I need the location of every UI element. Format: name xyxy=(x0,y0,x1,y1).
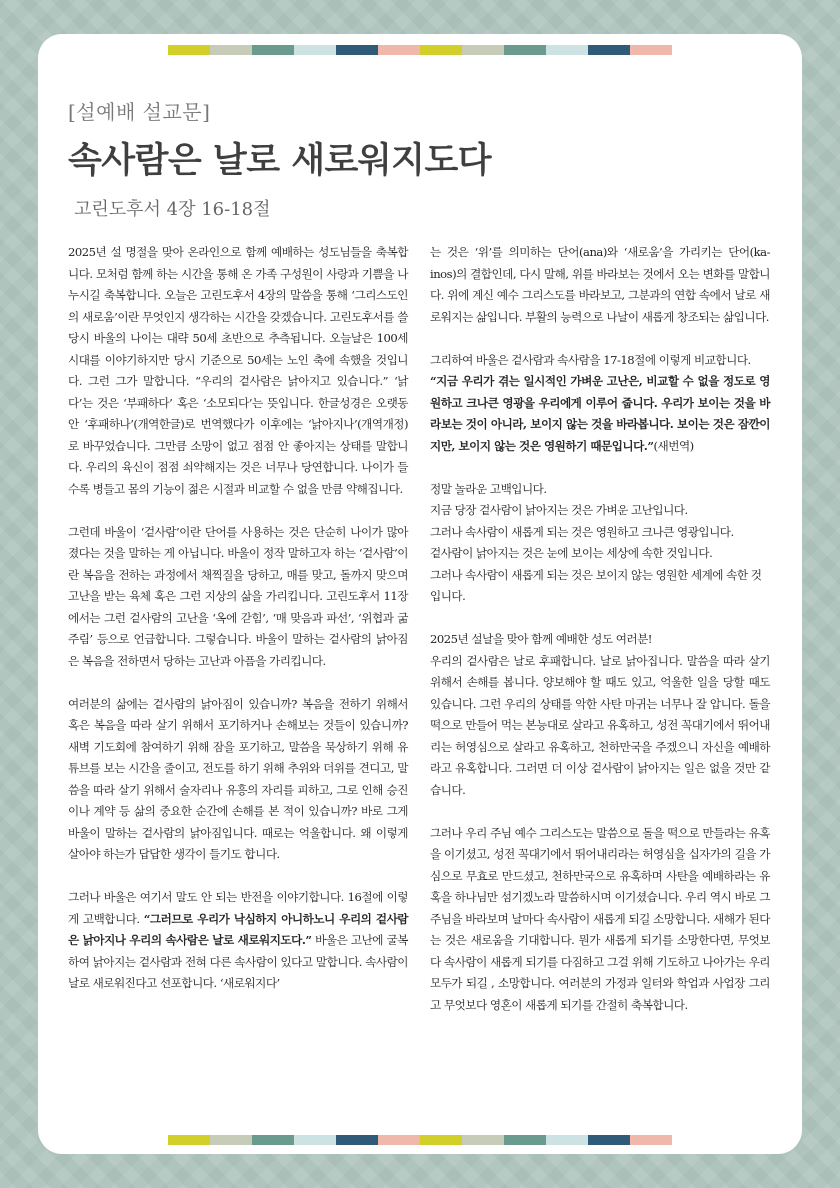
stripe-segment xyxy=(336,45,378,55)
service-label: [설예배 설교문] xyxy=(68,100,211,124)
paragraph xyxy=(430,629,770,801)
stripe-segment xyxy=(210,1135,252,1145)
paragraph-text: 그러나 바울은 여기서 말도 안 되는 반전을 이야기합니다. 16절에 이렇게 고백합니다. xyxy=(68,890,408,926)
bible-quote: “지금 우리가 겪는 일시적인 가벼운 고난은, 비교할 수 없을 정도로 영원하고 크나큰 영광을 우리에게 이루어 줍니다. 우리가 보이는 것을 바라보는 것이 아니라, 보이지 않는 것을 바라봅니다. 보이는 것은 잠깐이지만, 보이지 않는 것은 영원하기 때문입니다.” xyxy=(430,374,770,453)
stripe-segment xyxy=(378,45,420,55)
top-color-stripe xyxy=(168,45,672,55)
stripe-segment xyxy=(168,45,210,55)
stripe-segment xyxy=(420,1135,462,1145)
greeting-line: 2025년 설날을 맞아 함께 예배한 성도 여러분! xyxy=(430,632,652,646)
stripe-segment xyxy=(588,45,630,55)
stripe-segment xyxy=(420,45,462,55)
paragraph xyxy=(430,479,770,608)
sermon-heading xyxy=(68,96,491,221)
left-column xyxy=(68,242,408,1016)
stripe-segment xyxy=(504,45,546,55)
paragraph-text: 그리하여 바울은 겉사람과 속사람을 17-18절에 이렇게 비교합니다. xyxy=(430,352,751,367)
bottom-color-stripe xyxy=(168,1135,672,1145)
stripe-segment xyxy=(630,45,672,55)
line: 지금 당장 겉사람이 낡아지는 것은 가벼운 고난입니다. xyxy=(430,503,688,517)
translation-note: (새번역) xyxy=(653,438,694,453)
stripe-segment xyxy=(546,1135,588,1145)
stripe-segment xyxy=(336,1135,378,1145)
stripe-segment xyxy=(168,1135,210,1145)
stripe-segment xyxy=(462,1135,504,1145)
stripe-segment xyxy=(546,45,588,55)
paragraph: 는 것은 ‘위’를 의미하는 단어(ana)와 ‘새로움’을 가리키는 단어(ka-inos)의 결합인데, 다시 말해, 위를 바라보는 것에서 오는 변화를 말합니다. 위에 계신 예수 그리스도를 바라보고, 그분과의 연합 속에서 날로 새로워지는 삶입니다. 부활의 능력으로 나날이 새롭게 창조되는 삶입니다. xyxy=(430,245,770,324)
paper-sheet xyxy=(38,34,802,1154)
paragraph: 그러나 우리 주님 예수 그리스도는 말씀으로 돌을 떡으로 만들라는 유혹을 이기셨고, 성전 꼭대기에서 뛰어내리라는 허영심을 십자가의 길을 가심으로 무효로 만드셨고, 천하만국으로 유혹하며 사탄을 예배하라는 유혹을 하나님만 섬기겠노라 말씀하시며 이기셨습니다. 우리 역시 바로 그 주님을 바라보며 날마다 속사람이 새롭게 되길 소망합니다. 새해가 된다는 것은 새로움을 기대합니다. 뭔가 새롭게 되기를 소망한다면, 무엇보다 속사람이 새롭게 되기를 다짐하고 그걸 위해 기도하고 나아가는 우리 모두가 되길 , 소망합니다. 여러분의 가정과 일터와 학업과 사업장 그리고 무엇보다 영혼이 새롭게 되기를 간절히 축복합니다. xyxy=(430,825,770,1012)
stripe-segment xyxy=(588,1135,630,1145)
stripe-segment xyxy=(252,1135,294,1145)
paragraph-text: 우리의 겉사람은 날로 후패합니다. 날로 낡아집니다. 말씀을 따라 살기 위해서 손해를 봅니다. 양보해야 할 때도 있고, 억울한 일을 당할 때도 있습니다. 그런 우리의 상태를 악한 사탄 마귀는 너무나 잘 압니다. 돌을 떡으로 만들어 먹는 본능대로 살라고 유혹하고, 성전 꼭대기에서 뛰어내리는 허영심으로 살라고 유혹하고, 천하만국을 주겠으니 자신을 예배하라고 유혹합니다. 그러면 더 이상 겉사람이 낡아지는 일은 없을 것만 같습니다. xyxy=(430,653,770,797)
stripe-segment xyxy=(462,45,504,55)
paragraph-text: 바울은 고난에 굴복하여 낡아지는 겉사람과 전혀 다른 속사람이 있다고 말합니다. 속사람이 날로 새로워진다고 선포합니다. ‘새로워지다’ xyxy=(68,933,408,990)
bible-quote: “그러므로 우리가 낙심하지 아니하노니 우리의 겉사람은 낡아지나 우리의 속사람은 날로 새로워지도다.” xyxy=(68,911,408,947)
paragraph: 여러분의 삶에는 겉사람의 낡아짐이 있습니까? 복음을 전하기 위해서 혹은 복음을 따라 살기 위해서 포기하거나 손해보는 것들이 있습니까? 새벽 기도회에 참여하기 위해 잠을 포기하고, 말씀을 묵상하기 위해 유튜브를 보는 시간을 줄이고, 전도를 하기 위해 추위와 더위를 견디고, 말씀을 따라 살기 위해서 술자리나 유흥의 자리를 피하고, 그로 인해 승진이나 계약 등 삶의 중요한 순간에 손해를 본 적이 있습니까? 바로 그게 바울이 말하는 겉사람의 낡아짐입니다. 때로는 억울합니다. 왜 이렇게 살아야 하는가 답답한 생각이 들기도 합니다. xyxy=(68,696,408,861)
paragraph: 2025년 설 명절을 맞아 온라인으로 함께 예배하는 성도님들을 축복합니다. 모처럼 함께 하는 시간을 통해 온 가족 구성원이 사랑과 기쁨을 나누시길 축복합니다. 오늘은 고린도후서 4장의 말씀을 통해 ‘그리스도인의 새로움’이란 무엇인지 생각하는 시간을 갖겠습니다. 고린도후서를 쓸 당시 바울의 나이는 대략 50세 초반으로 추측됩니다. 오늘날은 100세 시대를 이야기하지만 당시 기준으로 50세는 노인 축에 속했을 것입니다. 그런 그가 말합니다. “우리의 겉사람은 낡아지고 있습니다.” ‘낡다’는 것은 ‘부패하다’ 혹은 ‘소모되다’는 뜻입니다. 한글성경은 오랫동안 ‘후패하나’(개역한글)로 번역했다가 이후에는 ‘낡아지나’(개역개정)로 바꾸었습니다. 그만큼 소망이 없고 점점 안 좋아지는 상태를 말합니다. 우리의 육신이 점점 쇠약해지는 것은 너무나 당연합니다. 나이가 들수록 병들고 몸의 기능이 젊은 시절과 비교할 수 없을 만큼 약해집니다. xyxy=(68,245,408,496)
line: 겉사람이 낡아지는 것은 눈에 보이는 세상에 속한 것입니다. xyxy=(430,546,713,560)
stripe-segment xyxy=(210,45,252,55)
sermon-title: 속사람은 날로 새로워지도다 xyxy=(68,141,492,181)
stripe-segment xyxy=(378,1135,420,1145)
stripe-segment xyxy=(252,45,294,55)
scripture-reference: 고린도후서 4장 16-18절 xyxy=(74,199,271,220)
stripe-segment xyxy=(630,1135,672,1145)
paragraph xyxy=(430,350,770,458)
paragraph: 그런데 바울이 ‘겉사람’이란 단어를 사용하는 것은 단순히 나이가 많아졌다는 것을 말하는 게 아닙니다. 바울이 정작 말하고자 하는 ‘겉사람’이란 복음을 전하는 과정에서 채찍질을 당하고, 매를 맞고, 돌까지 맞으며 고난을 받는 육체 혹은 그런 지상의 삶을 가리킵니다. 고린도후서 11장에서는 그런 겉사람의 고난을 ‘옥에 갇힘’, ‘매 맞음과 파선’, ‘위협과 굶주림’ 등으로 언급합니다. 그렇습니다. 바울이 말하는 겉사람의 낡아짐은 복음을 전하면서 당하는 고난과 아픔을 가리킵니다. xyxy=(68,524,408,668)
line: 그러나 속사람이 새롭게 되는 것은 보이지 않는 영원한 세계에 속한 것입니다. xyxy=(430,567,762,603)
stripe-segment xyxy=(294,45,336,55)
stripe-segment xyxy=(504,1135,546,1145)
stripe-segment xyxy=(294,1135,336,1145)
right-column xyxy=(430,242,770,1038)
paragraph xyxy=(68,887,408,995)
line: 정말 놀라운 고백입니다. xyxy=(430,481,547,496)
line: 그러나 속사람이 새롭게 되는 것은 영원하고 크나큰 영광입니다. xyxy=(430,524,734,539)
